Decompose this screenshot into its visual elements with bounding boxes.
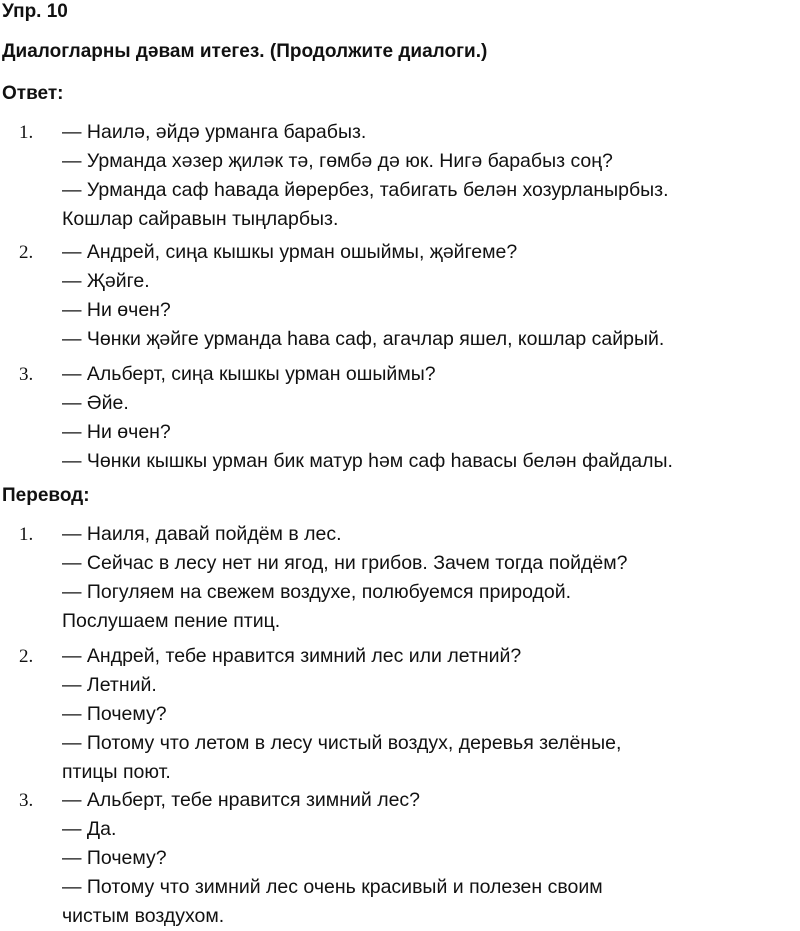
- dialogue-line: — Почему?: [62, 847, 167, 869]
- dialogue-line: птицы поют.: [62, 761, 171, 783]
- dialogue-number: 1.: [19, 524, 34, 545]
- translation-heading: Перевод:: [2, 485, 90, 506]
- dialogue-line: — Ни өчен?: [62, 421, 171, 443]
- dialogue-line: — Җәйге.: [62, 270, 150, 292]
- dialogue-line: — Потому что зимний лес очень красивый и полезен своим: [62, 876, 603, 898]
- dialogue-line: Послушаем пение птиц.: [62, 610, 281, 632]
- dialogue-line: — Почему?: [62, 703, 167, 725]
- dialogue-number: 2.: [19, 242, 34, 263]
- dialogue-line: — Наиля, давай пойдём в лес.: [62, 523, 342, 545]
- dialogue-line: — Сейчас в лесу нет ни ягод, ни грибов. Зачем тогда пойдём?: [62, 552, 628, 574]
- dialogue-line: — Урманда саф һавада йөрербез, табигать белән хозурланырбыз.: [62, 179, 669, 201]
- answer-heading: Ответ:: [2, 83, 64, 104]
- dialogue-line: — Альберт, сиңа кышкы урман ошыймы?: [62, 363, 436, 385]
- dialogue-line: — Ни өчен?: [62, 299, 171, 321]
- dialogue-line: — Да.: [62, 818, 117, 840]
- dialogue-number: 3.: [19, 364, 34, 385]
- dialogue-number: 2.: [19, 646, 34, 667]
- dialogue-line: — Летний.: [62, 674, 157, 696]
- dialogue-line: — Андрей, тебе нравится зимний лес или летний?: [62, 645, 522, 667]
- dialogue-line: чистым воздухом.: [62, 905, 225, 927]
- dialogue-line: — Андрей, сиңа кышкы урман ошыймы, җәйгеме?: [62, 241, 518, 263]
- dialogue-line: — Погуляем на свежем воздухе, полюбуемся природой.: [62, 581, 572, 603]
- dialogue-line: — Альберт, тебе нравится зимний лес?: [62, 789, 421, 811]
- task-instruction: Диалогларны дәвам итегез. (Продолжите диалоги.): [2, 41, 488, 62]
- dialogue-line: — Потому что летом в лесу чистый воздух, деревья зелёные,: [62, 732, 622, 754]
- dialogue-line: — Чөнки җәйге урманда һава саф, агачлар яшел, кошлар сайрый.: [62, 328, 665, 350]
- dialogue-line: — Әйе.: [62, 392, 129, 414]
- dialogue-line: — Урманда хәзер җиләк тә, гөмбә дә юк. Нигә барабыз соң?: [62, 150, 613, 172]
- dialogue-number: 1.: [19, 122, 34, 143]
- dialogue-line: — Чөнки кышкы урман бик матур һәм саф һавасы белән файдалы.: [62, 450, 673, 472]
- dialogue-number: 3.: [19, 790, 34, 811]
- dialogue-line: Кошлар сайравын тыңларбыз.: [62, 208, 339, 230]
- dialogue-line: — Наилә, әйдә урманга барабыз.: [62, 121, 367, 143]
- exercise-title: Упр. 10: [2, 1, 68, 22]
